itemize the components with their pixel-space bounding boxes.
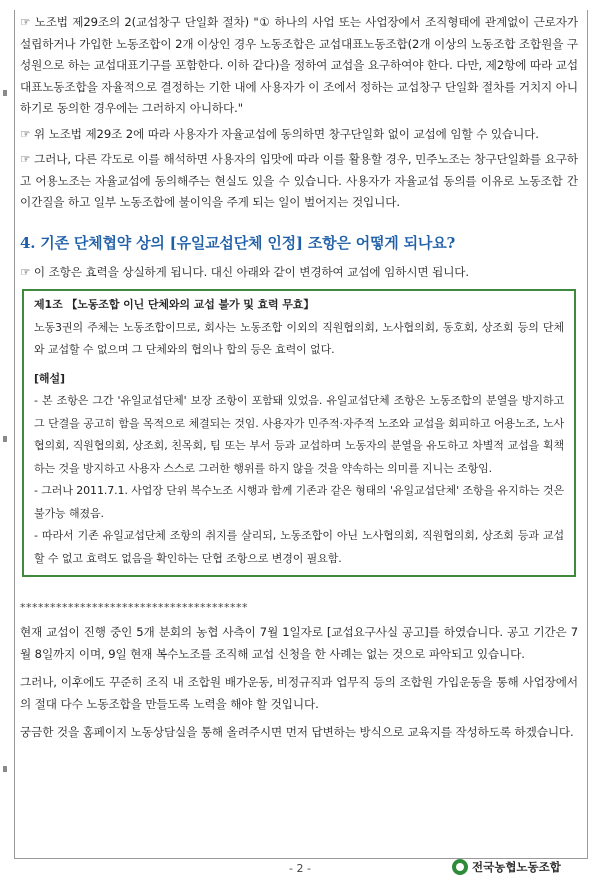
clause-box	[22, 289, 576, 577]
document-body	[20, 12, 578, 743]
explanation-item: - 따라서 기존 유일교섭단체 조항의 취지를 살리되, 노동조합이 아닌 노사협의회, 직원협의회, 상조회 등과 교섭할 수 없고 효력도 없음을 확인하는 단협 조항으로 변경이 필요함.	[34, 529, 564, 565]
closing-notes	[20, 621, 578, 743]
section-heading: 4. 기존 단체협약 상의 [유일교섭단체 인정] 조항은 어떻게 되나요?	[20, 233, 456, 252]
paragraph-interpretation: ☞ 그러나, 다른 각도로 이를 해석하면 사용자의 입맛에 따라 이를 활용할 경우, 민주노조는 창구단일화를 요구하고 어용노조는 자율교섭에 동의해주는 현실도 있을 수 있습니다. 사용자가 자율교섭 동의를 이유로 노동조합 간 이간질을 하고 일부 노동조합에 불이익을 주게 되는 일이 벌어지는 것입니다.	[20, 149, 578, 214]
clause-body: 노동3권의 주체는 노동조합이므로, 회사는 노동조합 이외의 직원협의회, 노사협의회, 동호회, 상조회 등의 단체와 교섭할 수 없으며 그 단체와의 협의나 합의 등은 효력이 없다.	[34, 320, 564, 356]
paragraph-law-article: ☞ 노조법 제29조의 2(교섭창구 단일화 절차) "① 하나의 사업 또는 사업장에서 조직형태에 관계없이 근로자가 설립하거나 가입한 노동조합이 2개 이상인 경우 노동조합은 교섭대표노동조합(2개 이상의 노동조합 조합원을 구성원으로 하는 교섭대표기구를 포함한다. 이하 같다)을 정하여 교섭을 요구하여야 한다. 다만, 제2항에 따라 교섭대표노동조합을 자율적으로 결정하는 기한 내에 사용자가 이 조에서 정하는 교섭창구 단일화 절차를 거치지 아니하기로 동의한 경우에는 그러하지 아니하다."	[20, 12, 578, 120]
footer-logo	[452, 859, 561, 875]
paragraph-voluntary-bargaining: ☞ 위 노조법 제29조 2에 따라 사용자가 자율교섭에 동의하면 창구단일화 없이 교섭에 임할 수 있습니다.	[20, 124, 578, 146]
page-number: - 2 -	[289, 862, 311, 875]
clause-title: 제1조 【노동조합 이닌 단체와의 교섭 불가 및 효력 무효】	[34, 298, 315, 311]
closing-paragraph: 그러나, 이후에도 꾸준히 조직 내 조합원 배가운동, 비정규직과 업무직 등의 조합원 가입운동을 통해 사업장에서의 절대 다수 노동조합을 만들도록 노력을 해야 할 것입니다.	[20, 675, 578, 711]
separator: **************************************	[20, 601, 248, 614]
explanation-item: - 본 조항은 그간 '유일교섭단체' 보장 조항이 포함돼 있었음. 유일교섭단체 조항은 노동조합의 분열을 방지하고 그 단결을 공고히 함을 목적으로 체결되는 것임. 사용자가 민주적·자주적 노조와 교섭을 회피하고 어용노조, 노사협의회, 직원협의회, 상조회, 친목회, 팀 또는 부서 등과 교섭하며 노동자의 분열을 유도하고 차별적 교섭을 획책하는 것을 방지하고 사용자 스스로 그러한 행위를 하지 않을 것을 약속하는 의미를 지니는 조항임.	[34, 394, 564, 475]
organization-name: 전국농협노동조합	[472, 860, 561, 874]
binding-mark	[3, 766, 7, 772]
explanation-title: [해설]	[34, 371, 65, 385]
union-logo-icon	[452, 859, 468, 875]
closing-paragraph: 궁금한 것을 홈페이지 노동상담실을 통해 올려주시면 먼저 답변하는 방식으로 교육지를 작성하도록 하겠습니다.	[20, 725, 574, 739]
explanation-item: - 그러나 2011.7.1. 사업장 단위 복수노조 시행과 함께 기존과 같은 형태의 '유일교섭단체' 조항을 유지하는 것은 불가능 해졌음.	[34, 484, 564, 520]
section-intro: ☞ 이 조항은 효력을 상실하게 됩니다. 대신 아래와 같이 변경하여 교섭에 임하시면 됩니다.	[20, 262, 578, 284]
binding-mark	[3, 90, 7, 96]
binding-mark	[3, 436, 7, 442]
closing-paragraph: 현재 교섭이 진행 중인 5개 분회의 농협 사측이 7월 1일자로 [교섭요구사실 공고]를 하였습니다. 공고 기간은 7월 8일까지 이며, 9일 현재 복수노조를 조직해 교섭 신청을 한 사례는 없는 것으로 파악되고 있습니다.	[20, 625, 578, 661]
